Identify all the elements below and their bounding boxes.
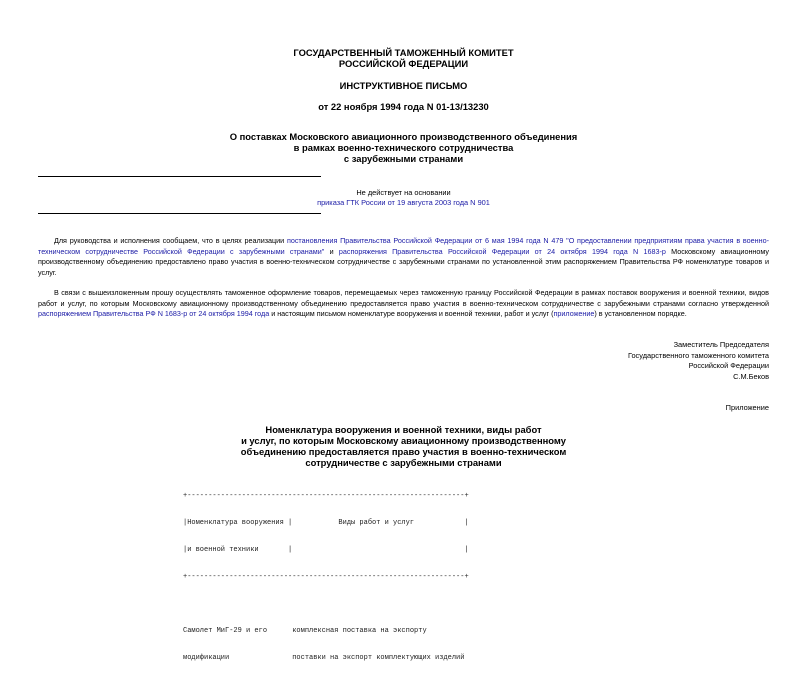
order-1683-link[interactable]: распоряжения Правительства Российской Федерации от 24 октября 1994 года N 1683-р [338,246,666,256]
table-row-line1: Самолет МиГ-29 и его комплексная поставка на экспорту [183,627,427,635]
table-header-row2: |и военной техники | | [183,546,469,554]
signature-position: Заместитель Председателя [673,340,769,349]
order-1683-link-2[interactable]: распоряжением Правительства РФ N 1683-р от 24 октября 1994 года [38,309,270,319]
signature-name: С.М.Беков [733,372,769,382]
para2-text2: и настоящим письмом номенклатуре вооружения и военной техники, работ и услуг ( [269,309,554,319]
appendix-link[interactable]: приложение [553,309,595,319]
subject-line3: с зарубежными странами [343,153,464,164]
nomenclature-table [183,474,469,681]
status-note [0,188,807,208]
para1-text2: и [324,246,339,256]
status-text: Не действует на основании [356,188,451,197]
document-header [0,47,807,69]
para2-text3: ) в установленном порядке. [594,309,687,319]
document-date: от 22 ноября 1994 года N 01-13/13230 [318,101,489,112]
committee-name-line1: ГОСУДАРСТВЕННЫЙ ТАМОЖЕННЫЙ КОМИТЕТ [293,47,514,58]
appendix-label: Приложение [725,403,769,412]
divider-top [38,176,321,177]
table-row-line2: модификации поставки на экспорт комплектующих изделий [183,654,465,662]
document-type: ИНСТРУКТИВНОЕ ПИСЬМО [339,80,468,91]
appendix-title [0,424,807,468]
committee-name-line2: РОССИЙСКОЙ ФЕДЕРАЦИИ [338,58,469,69]
para1-text1: Для руководства и исполнения сообщаем, что в целях реализации [54,236,287,245]
appendix-title-line1: Номенклатура вооружения и военной техники, виды работ [265,424,542,435]
divider-bottom [38,213,321,214]
status-link[interactable]: приказа ГТК России от 19 августа 2003 года N 901 [317,198,490,207]
table-border-mid: +------------------------------------------------------------------+ [183,573,469,581]
appendix-title-line3: объединению предоставляется право участия в военно-техническом [240,446,567,457]
table-header-row1: |Номенклатура вооружения | Виды работ и услуг | [183,519,469,527]
document-subject [0,131,807,164]
signature-org: Государственного таможенного комитета [627,350,769,360]
signature-country: Российской Федерации [688,361,769,371]
paragraph-1 [38,236,769,278]
subject-line1: О поставках Московского авиационного производственного объединения [229,131,578,142]
signature-block [628,340,769,383]
appendix-title-line2: и услуг, по которым Московскому авиационному производственному [241,435,566,446]
paragraph-2 [38,288,769,320]
appendix-title-line4: сотрудничестве с зарубежными странами [305,457,502,468]
para2-text1: В связи с вышеизложенным прошу осуществлять таможенное оформление товаров, перемещаемых через таможенную границу Российской Федерации в рамках поставок вооружения и военной техники, видов работ и услуг, по которым Московскому авиационному производственному объединению предоставляется право участия в военно-техническом сотрудничестве с зарубежными странами согласно утвержденной [38,288,769,308]
subject-line2: в рамках военно-технического сотрудничества [293,142,514,153]
para1-text3: Московскому авиационному производственному объединению предоставлено право участия в военно-техническом сотрудничестве с зарубежными странами по установленной этим распоряжением Правительства РФ номенклатуре товаров и услуг. [38,246,769,277]
resolution-479-link[interactable]: постановления Правительства Российской Федерации от 6 мая 1994 года N 479 "О предоставлении предприятиям права участия в военно-техническом сотрудничестве Российской Федерации с зарубежными странами" [38,236,769,256]
table-spacer [183,600,469,609]
table-border-top: +------------------------------------------------------------------+ [183,492,469,500]
